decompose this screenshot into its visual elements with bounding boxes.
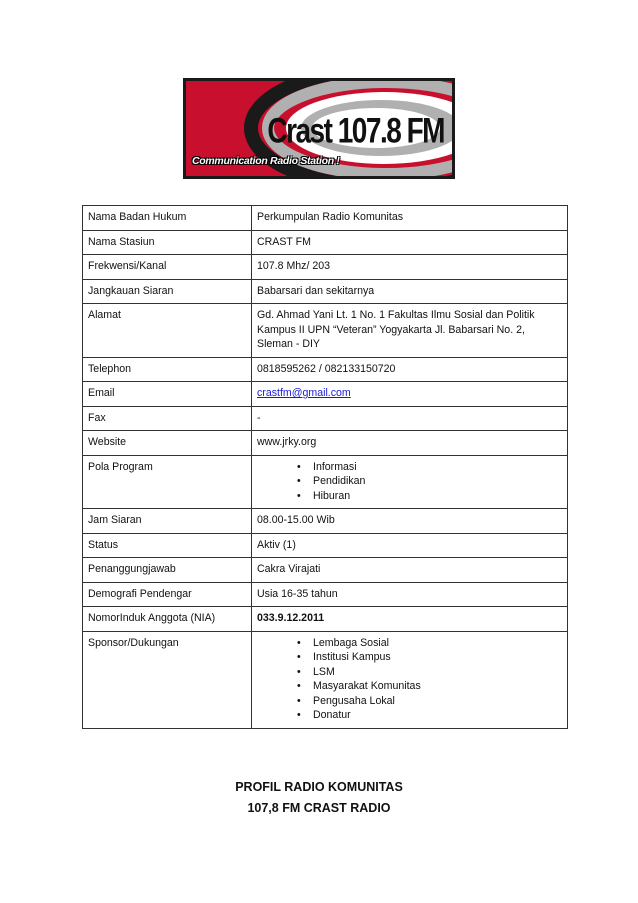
table-row: [83, 582, 568, 607]
row-value: www.jrky.org: [252, 431, 568, 456]
row-value: Perkumpulan Radio Komunitas: [252, 206, 568, 231]
row-value: 107.8 Mhz/ 203: [252, 255, 568, 280]
row-label: Status: [83, 533, 252, 558]
row-label: Telephon: [83, 357, 252, 382]
footer-title: PROFIL RADIO KOMUNITAS: [235, 780, 403, 794]
list-item: • Hiburan: [313, 489, 562, 504]
table-row: [83, 533, 568, 558]
table-row: [83, 455, 568, 509]
list-item: • Lembaga Sosial: [313, 636, 562, 651]
logo-tagline: Communication Radio Station !: [192, 155, 340, 167]
row-label: Jam Siaran: [83, 509, 252, 534]
row-label: Alamat: [83, 304, 252, 358]
row-label: Penanggungjawab: [83, 558, 252, 583]
program-list: [257, 460, 562, 504]
row-value: Usia 16-35 tahun: [252, 582, 568, 607]
row-label: Nama Stasiun: [83, 230, 252, 255]
list-item: • Informasi: [313, 460, 562, 475]
list-item: • Donatur: [313, 708, 562, 723]
sponsor-list-cell: [252, 631, 568, 728]
row-value: CRAST FM: [252, 230, 568, 255]
footer-subtitle: 107,8 FM CRAST RADIO: [247, 801, 391, 815]
logo-brand-text: Crast 107.8 FM: [267, 111, 444, 150]
table-row: [83, 558, 568, 583]
row-value: Aktiv (1): [252, 533, 568, 558]
list-item: • Pendidikan: [313, 474, 562, 489]
email-link[interactable]: crastfm@gmail.com: [257, 387, 351, 399]
row-value: 08.00-15.00 Wib: [252, 509, 568, 534]
sponsor-list: [257, 636, 562, 723]
table-row: [83, 206, 568, 231]
table-row: [83, 255, 568, 280]
station-logo: [183, 78, 455, 179]
table-row: [83, 406, 568, 431]
nia-cell: [252, 607, 568, 632]
list-item: • LSM: [313, 665, 562, 680]
row-label: Fax: [83, 406, 252, 431]
address-value: Gd. Ahmad Yani Lt. 1 No. 1 Fakultas Ilmu Sosial dan Politik Kampus II UPN “Veteran” Yogyakarta Jl. Babarsari No. 2, Sleman - DIY: [252, 304, 568, 358]
row-label: NomorInduk Anggota (NIA): [83, 607, 252, 632]
row-value: Cakra Virajati: [252, 558, 568, 583]
row-value: 0818595262 / 082133150720: [252, 357, 568, 382]
row-label: Frekwensi/Kanal: [83, 255, 252, 280]
row-label: Demografi Pendengar: [83, 582, 252, 607]
table-row: [83, 509, 568, 534]
table-row: [83, 357, 568, 382]
row-label: Jangkauan Siaran: [83, 279, 252, 304]
table-row: [83, 631, 568, 728]
nia-value: 033.9.12.2011: [257, 612, 325, 624]
table-row: [83, 431, 568, 456]
table-row: [83, 607, 568, 632]
profile-table: [82, 205, 568, 729]
row-value: Babarsari dan sekitarnya: [252, 279, 568, 304]
row-value: -: [252, 406, 568, 431]
list-item: • Pengusaha Lokal: [313, 694, 562, 709]
row-label: Website: [83, 431, 252, 456]
table-row: [83, 230, 568, 255]
row-label: Sponsor/Dukungan: [83, 631, 252, 728]
list-item: • Institusi Kampus: [313, 650, 562, 665]
logo-background: [186, 81, 452, 176]
table-row: [83, 304, 568, 358]
row-label: Pola Program: [83, 455, 252, 509]
program-list-cell: [252, 455, 568, 509]
table-row: [83, 382, 568, 407]
list-item: • Masyarakat Komunitas: [313, 679, 562, 694]
row-label: Nama Badan Hukum: [83, 206, 252, 231]
email-cell: [252, 382, 568, 407]
table-row: [83, 279, 568, 304]
row-label: Email: [83, 382, 252, 407]
